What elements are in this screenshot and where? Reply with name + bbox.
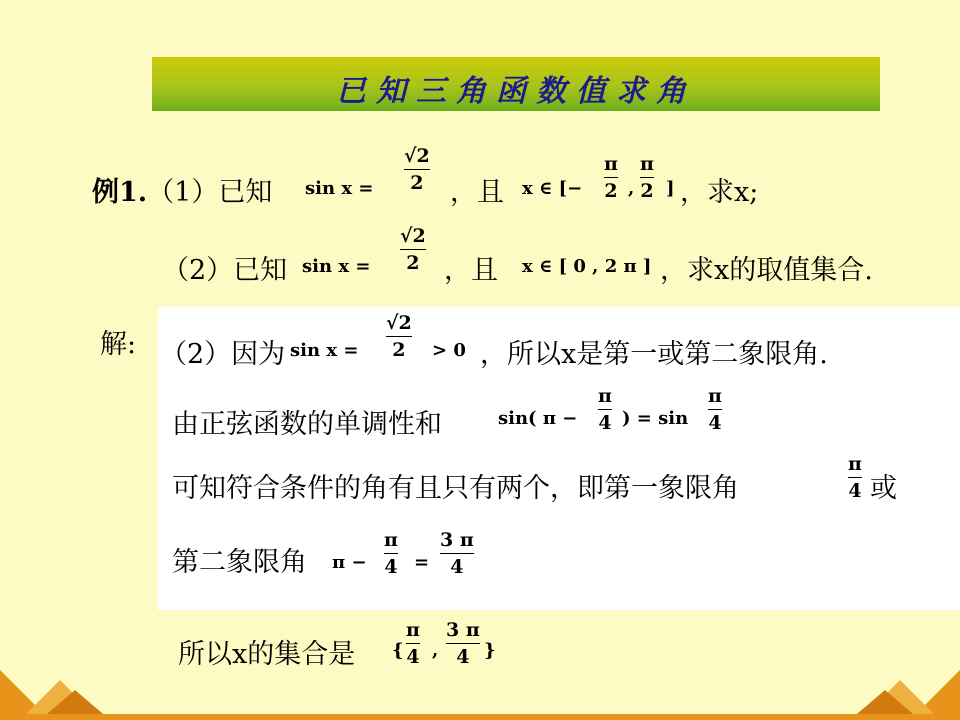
conclusion-text: 所以x的集合是 xyxy=(178,639,356,670)
fraction-denominator: 2 xyxy=(640,180,654,202)
fraction-denominator: 4 xyxy=(384,556,398,578)
part1-fraction-3 xyxy=(640,154,654,201)
part2-set: x ∈ [ 0 , 2 π ] xyxy=(522,256,652,277)
solution-line2-eq-b: ) = sin xyxy=(622,408,689,429)
conclusion-open: { xyxy=(392,640,404,661)
fraction-denominator: 2 xyxy=(604,180,618,202)
part2-mid: ，且 xyxy=(444,255,498,286)
example-label xyxy=(92,170,272,209)
comma: , xyxy=(628,178,635,199)
fraction-numerator: π xyxy=(406,619,420,641)
solution-line4-fraction-a xyxy=(384,530,398,577)
solution-line4-fraction-b xyxy=(440,530,474,577)
part2-eq-left: sin x = xyxy=(302,256,371,277)
bottom-left-decoration xyxy=(0,650,110,720)
fraction-denominator: 4 xyxy=(450,556,464,578)
solution-line3-fraction xyxy=(848,454,862,501)
title-banner xyxy=(152,57,880,111)
fraction-numerator: π xyxy=(384,529,398,551)
solution-line1-prefix: （2）因为 xyxy=(160,339,286,370)
solution-line2-eq-a: sin( π − xyxy=(498,408,578,429)
fraction-numerator: √2 xyxy=(386,312,412,334)
part1-eq-left: sin x = xyxy=(305,178,374,199)
fraction-numerator: √2 xyxy=(400,225,426,247)
solution-line4-text: 第二象限角 xyxy=(172,547,307,578)
fraction-numerator: π xyxy=(708,385,722,407)
slide-title: 已知三角函数值求角 xyxy=(336,74,696,109)
part2-end: ，求x的取值集合. xyxy=(660,255,873,286)
part1-end: ，求x; xyxy=(680,177,759,208)
fraction-denominator: 4 xyxy=(708,412,722,434)
conclusion-comma: , xyxy=(432,640,439,661)
solution-line4-eq: π − xyxy=(332,552,367,573)
fraction-denominator: 2 xyxy=(410,172,424,194)
conclusion-fraction-b xyxy=(446,620,480,667)
fraction-numerator: π xyxy=(848,453,862,475)
part2-prefix: （2）已知 xyxy=(162,255,288,286)
fraction-numerator: π xyxy=(598,385,612,407)
fraction-numerator: 3 π xyxy=(446,619,480,641)
bracket-close: ] xyxy=(666,178,675,199)
example-number: 例1. xyxy=(92,177,148,208)
solution-line2-fraction-b xyxy=(708,386,722,433)
solution-line2-fraction-a xyxy=(598,386,612,433)
bottom-right-decoration xyxy=(850,650,960,720)
fraction-numerator: 3 π xyxy=(440,529,474,551)
fraction-denominator: 4 xyxy=(598,412,612,434)
fraction-denominator: 2 xyxy=(392,339,406,361)
bottom-bar xyxy=(0,714,960,720)
part1-mid: ，且 xyxy=(450,177,504,208)
fraction-denominator: 4 xyxy=(456,646,470,668)
solution-line3-end: 或 xyxy=(870,473,897,504)
fraction-numerator: π xyxy=(604,153,618,175)
fraction-denominator: 2 xyxy=(406,252,420,274)
fraction-denominator: 4 xyxy=(406,646,420,668)
part1-prefix: （1）已知 xyxy=(147,177,273,208)
conclusion-close: } xyxy=(484,640,496,661)
solution-line1-text: ，所以x是第一或第二象限角. xyxy=(480,339,828,370)
solution-line3-text: 可知符合条件的角有且只有两个，即第一象限角 xyxy=(172,473,739,504)
fraction-numerator: √2 xyxy=(404,145,430,167)
solution-line1-fraction xyxy=(386,313,412,360)
solution-line1-eq: sin x = xyxy=(290,340,359,361)
part1-fraction-2 xyxy=(604,154,618,201)
solution-line1-gt: > 0 xyxy=(432,340,466,361)
fraction-numerator: π xyxy=(640,153,654,175)
conclusion-fraction-a xyxy=(406,620,420,667)
part1-fraction xyxy=(404,146,430,193)
solution-line4-eqsign: = xyxy=(414,552,430,573)
part2-fraction xyxy=(400,226,426,273)
fraction-denominator: 4 xyxy=(848,480,862,502)
solution-line2-text: 由正弦函数的单调性和 xyxy=(172,409,442,440)
solution-label: 解: xyxy=(100,329,137,360)
part1-set: x ∈ [− xyxy=(522,178,583,199)
